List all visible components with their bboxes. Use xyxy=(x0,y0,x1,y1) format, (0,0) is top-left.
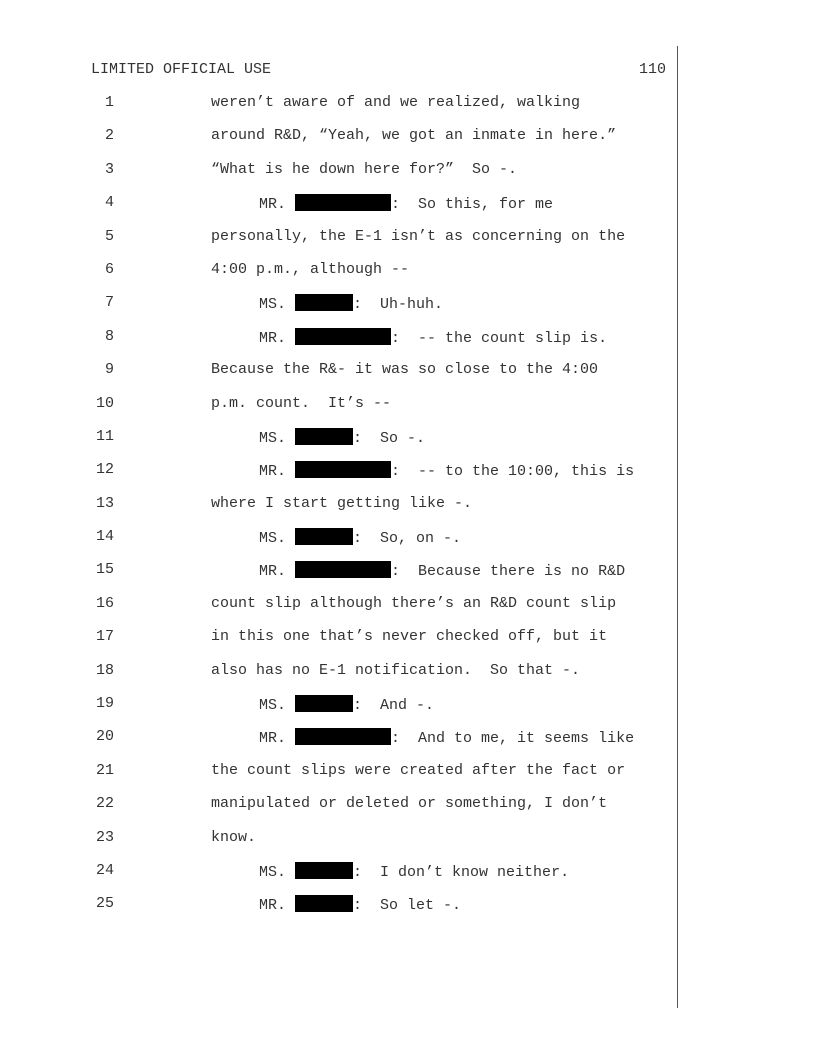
speaker-line xyxy=(259,895,461,914)
line-number: 11 xyxy=(95,427,114,445)
spoken-text: : -- the count slip is. xyxy=(391,329,608,347)
speaker-title: MS. xyxy=(259,429,287,447)
line-text: “What is he down here for?” So -. xyxy=(211,160,518,178)
redaction-box xyxy=(295,695,353,712)
line-number: 2 xyxy=(104,127,114,145)
transcript-line xyxy=(0,161,677,194)
speaker-title: MS. xyxy=(259,863,287,881)
transcript-line xyxy=(0,261,677,294)
transcript-line xyxy=(0,228,677,261)
spoken-text: : I don’t know neither. xyxy=(353,863,570,881)
redaction-box xyxy=(295,561,391,578)
line-number: 6 xyxy=(104,260,114,278)
line-number: 22 xyxy=(95,795,114,813)
speaker-title: MR. xyxy=(259,329,287,347)
line-text: know. xyxy=(211,828,257,846)
line-text: the count slips were created after the fact or xyxy=(211,761,626,779)
redaction-box xyxy=(295,461,391,478)
line-number: 23 xyxy=(95,828,114,846)
redaction-box xyxy=(295,728,391,745)
transcript-line xyxy=(0,829,677,862)
transcript-line xyxy=(0,361,677,394)
spoken-text: : So this, for me xyxy=(391,196,554,214)
redaction-box xyxy=(295,294,353,311)
transcript-body xyxy=(0,94,677,929)
speaker-title: MR. xyxy=(259,463,287,481)
redaction-box xyxy=(295,862,353,879)
line-number: 10 xyxy=(95,394,114,412)
speaker-line xyxy=(259,561,625,580)
line-text: also has no E-1 notification. So that -. xyxy=(211,661,581,679)
line-number: 25 xyxy=(95,895,114,913)
line-number: 4 xyxy=(104,194,114,212)
speaker-title: MS. xyxy=(259,697,287,715)
speaker-title: MR. xyxy=(259,196,287,214)
speaker-title: MS. xyxy=(259,530,287,548)
line-text: count slip although there’s an R&D count slip xyxy=(211,594,617,612)
transcript-line xyxy=(0,461,677,494)
line-text: around R&D, “Yeah, we got an inmate in here.” xyxy=(211,127,617,145)
line-number: 16 xyxy=(95,594,114,612)
transcript-line xyxy=(0,328,677,361)
transcript-line xyxy=(0,862,677,895)
line-text: Because the R&- it was so close to the 4:00 xyxy=(211,361,599,379)
line-number: 1 xyxy=(104,94,114,111)
line-text: personally, the E-1 isn’t as concerning on the xyxy=(211,227,626,245)
line-number: 14 xyxy=(95,528,114,546)
speaker-line xyxy=(259,528,461,547)
transcript-line xyxy=(0,895,677,928)
line-number: 17 xyxy=(95,628,114,646)
line-number: 9 xyxy=(104,361,114,379)
transcript-line xyxy=(0,194,677,227)
transcript-line xyxy=(0,795,677,828)
redaction-box xyxy=(295,895,353,912)
transcript-line xyxy=(0,662,677,695)
speaker-line xyxy=(259,461,634,480)
line-text: where I start getting like -. xyxy=(211,494,473,512)
speaker-line xyxy=(259,728,634,747)
speaker-line xyxy=(259,294,443,313)
transcript-line xyxy=(0,528,677,561)
spoken-text: : Uh-huh. xyxy=(353,296,444,314)
transcript-line xyxy=(0,728,677,761)
redaction-box xyxy=(295,528,353,545)
transcript-line xyxy=(0,561,677,594)
line-number: 20 xyxy=(95,728,114,746)
redaction-box xyxy=(295,428,353,445)
line-number: 21 xyxy=(95,761,114,779)
line-text: in this one that’s never checked off, but it xyxy=(211,628,608,646)
speaker-title: MR. xyxy=(259,897,287,915)
line-number: 12 xyxy=(95,461,114,479)
transcript-line xyxy=(0,495,677,528)
transcript-line xyxy=(0,428,677,461)
line-number: 3 xyxy=(104,160,114,178)
speaker-title: MR. xyxy=(259,563,287,581)
spoken-text: : So -. xyxy=(353,429,426,447)
line-number: 15 xyxy=(95,561,114,579)
line-number: 24 xyxy=(95,861,114,879)
transcript-line xyxy=(0,695,677,728)
line-text: manipulated or deleted or something, I don’t xyxy=(211,795,608,813)
speaker-line xyxy=(259,328,607,347)
line-text: weren’t aware of and we realized, walking xyxy=(211,94,581,111)
transcript-line xyxy=(0,127,677,160)
speaker-line xyxy=(259,862,569,881)
spoken-text: : And -. xyxy=(353,697,435,715)
transcript-line xyxy=(0,94,677,127)
transcript-line xyxy=(0,762,677,795)
spoken-text: : So, on -. xyxy=(353,530,462,548)
line-text: 4:00 p.m., although -- xyxy=(211,260,410,278)
spoken-text: : And to me, it seems like xyxy=(391,730,635,748)
line-number: 19 xyxy=(95,695,114,713)
document-header-classification: LIMITED OFFICIAL USE xyxy=(91,61,272,78)
line-number: 7 xyxy=(104,294,114,312)
transcript-line xyxy=(0,395,677,428)
line-number: 13 xyxy=(95,494,114,512)
redaction-box xyxy=(295,328,391,345)
line-number: 5 xyxy=(104,227,114,245)
right-margin-rule xyxy=(677,46,678,1008)
page-number: 110 xyxy=(638,61,666,78)
transcript-line xyxy=(0,595,677,628)
spoken-text: : So let -. xyxy=(353,897,462,915)
speaker-line xyxy=(259,194,553,213)
spoken-text: : -- to the 10:00, this is xyxy=(391,463,635,481)
transcript-line xyxy=(0,294,677,327)
transcript-line xyxy=(0,628,677,661)
speaker-line xyxy=(259,428,425,447)
speaker-title: MS. xyxy=(259,296,287,314)
speaker-line xyxy=(259,695,434,714)
speaker-title: MR. xyxy=(259,730,287,748)
line-text: p.m. count. It’s -- xyxy=(211,394,392,412)
redaction-box xyxy=(295,194,391,211)
line-number: 18 xyxy=(95,661,114,679)
line-number: 8 xyxy=(104,327,114,345)
spoken-text: : Because there is no R&D xyxy=(391,563,626,581)
